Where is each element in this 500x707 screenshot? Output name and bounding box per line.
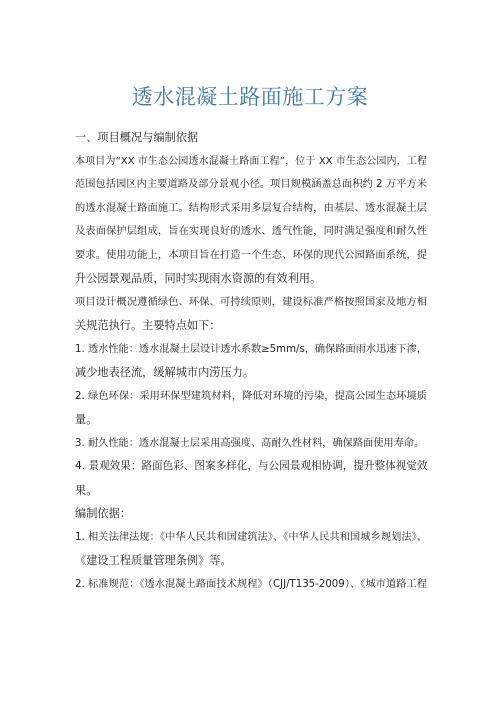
body-line: 一、项目概况与编制依据: [75, 131, 199, 144]
body-line: 2. 绿色环保：采用环保型建筑材料，降低对环境的污染，提高公园生态环境质: [75, 390, 427, 402]
document-body: [75, 126, 427, 596]
body-line: 减少地表径流，缓解城市内涝压力。: [75, 366, 255, 379]
body-line: 编制依据：: [75, 507, 131, 520]
body-line: 本项目为“XX 市生态公园透水混凝土路面工程”，位于 XX 市生态公园内，工程: [75, 155, 427, 167]
body-line: 1. 透水性能：透水混凝土层设计透水系数≥5mm/s，确保路面雨水迅速下渗，: [75, 343, 427, 355]
body-line: 范围包括园区内主要道路及部分景观小径。项目规模涵盖总面积约 2 万平方米: [75, 179, 427, 190]
body-line: 3. 耐久性能：透水混凝土层采用高强度、高耐久性材料，确保路面使用寿命。: [75, 437, 425, 449]
body-line: 项目设计概况遵循绿色、环保、可持续原则，建设标准严格按照国家及地方相: [75, 296, 427, 308]
body-line: 要求。使用功能上，本项目旨在打造一个生态、环保的现代公园路面系统，提: [75, 249, 427, 261]
body-line: 果。: [75, 483, 98, 497]
body-line: 的透水混凝土路面施工。结构形式采用多层复合结构，由基层、透水混凝土层: [75, 202, 427, 214]
body-line: 关规范执行。主要特点如下：: [75, 319, 221, 332]
body-line: 《建设工程质量管理条例》等。: [75, 554, 232, 567]
body-line: 2. 标准规范：《透水混凝土路面技术规程》（CJJ/T135-2009）、《城市道路工程: [75, 578, 427, 590]
body-line: 量。: [75, 413, 98, 426]
body-line: 4. 景观效果：路面色彩、图案多样化，与公园景观相协调，提升整体视觉效: [75, 460, 427, 472]
body-line: 及表面保护层组成，旨在实现良好的透水、透气性能，同时满足强度和耐久性: [75, 226, 427, 237]
body-line: 1. 相关法律法规：《中华人民共和国建筑法》、《中华人民共和国城乡规划法》、: [75, 531, 427, 543]
body-line: 升公园景观品质，同时实现雨水资源的有效利用。: [75, 272, 322, 285]
document-title: 透水混凝土路面施工方案: [131, 85, 369, 109]
